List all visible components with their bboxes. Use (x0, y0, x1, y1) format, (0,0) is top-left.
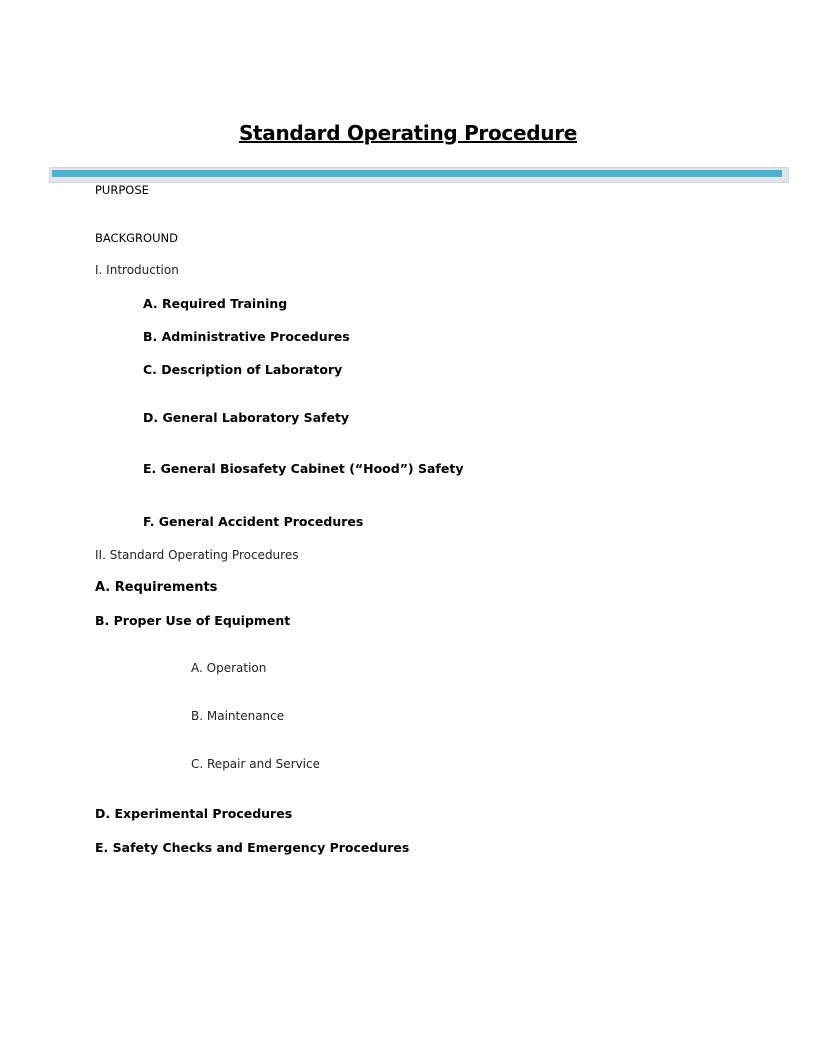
intro-item-general-laboratory-safety: D. General Laboratory Safety (143, 410, 350, 425)
intro-item-required-training: A. Required Training (143, 296, 288, 311)
intro-item-biosafety-cabinet-safety: E. General Biosafety Cabinet (“Hood”) Safety (143, 461, 464, 476)
intro-item-accident-procedures: F. General Accident Procedures (143, 514, 364, 529)
page-title: Standard Operating Procedure (238, 121, 578, 145)
equipment-item-repair-and-service: C. Repair and Service (191, 757, 320, 771)
section-1-heading: I. Introduction (95, 263, 179, 277)
sop-item-proper-use-of-equipment: B. Proper Use of Equipment (95, 613, 291, 628)
sop-item-requirements: A. Requirements (95, 580, 218, 595)
purpose-heading: PURPOSE (95, 183, 149, 197)
intro-item-description-of-laboratory: C. Description of Laboratory (143, 362, 343, 377)
intro-item-administrative-procedures: B. Administrative Procedures (143, 329, 350, 344)
equipment-item-operation: A. Operation (191, 661, 267, 675)
sop-item-safety-checks-emergency: E. Safety Checks and Emergency Procedures (95, 840, 410, 855)
equipment-item-maintenance: B. Maintenance (191, 709, 285, 723)
header-divider (49, 167, 789, 183)
background-heading: BACKGROUND (95, 231, 178, 245)
divider-bar (52, 170, 782, 177)
sop-item-experimental-procedures: D. Experimental Procedures (95, 806, 293, 821)
section-2-heading: II. Standard Operating Procedures (95, 548, 299, 562)
